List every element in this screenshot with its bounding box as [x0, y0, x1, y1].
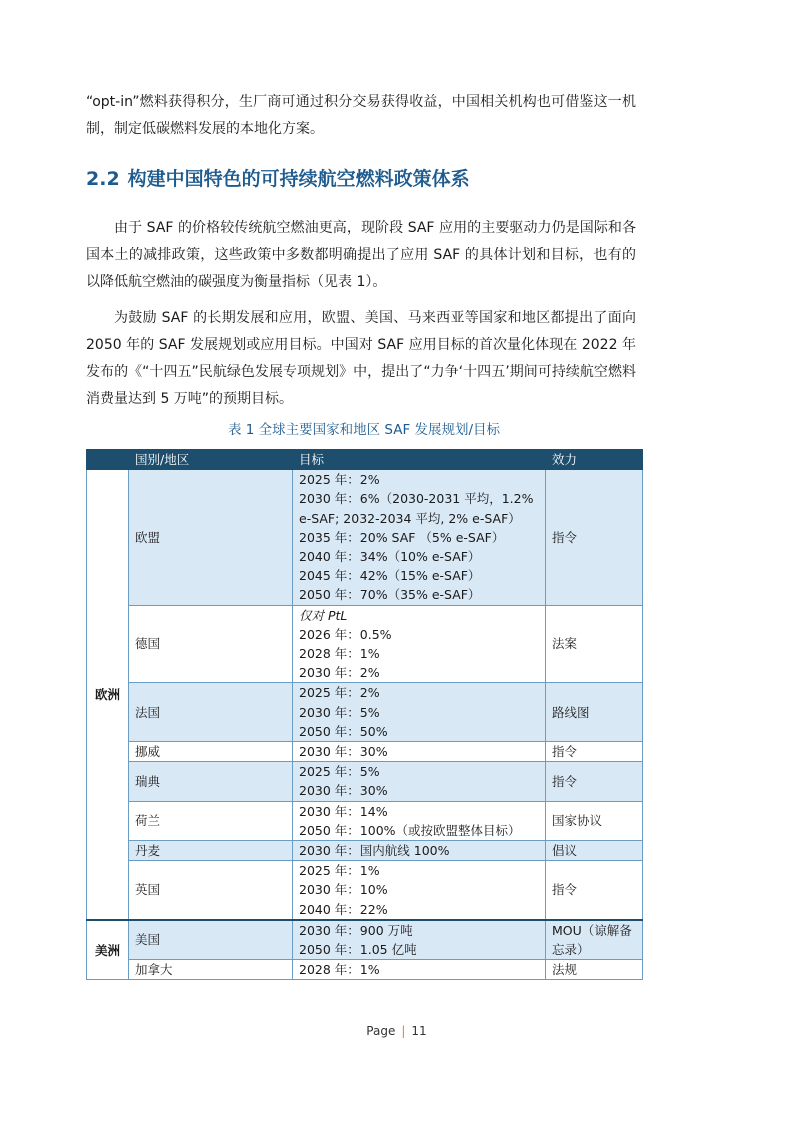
target-cell [293, 920, 546, 960]
effect-cell: 法规 [546, 960, 643, 980]
saf-targets-table [86, 449, 643, 980]
country-cell: 美国 [129, 920, 293, 960]
table-row [87, 920, 643, 960]
target-line: 2030 年：2% [299, 665, 380, 681]
header-target: 目标 [293, 450, 546, 470]
target-line: 2050 年：70%（35% e-SAF） [299, 587, 481, 603]
country-cell: 挪威 [129, 742, 293, 762]
country-cell: 荷兰 [129, 801, 293, 840]
table-row [87, 470, 643, 605]
target-line: 2050 年：50% [299, 723, 388, 739]
target-line: 2030 年：5% [299, 704, 380, 720]
target-cell [293, 742, 546, 762]
country-cell: 加拿大 [129, 960, 293, 980]
table-row [87, 742, 643, 762]
table-caption: 表 1 全球主要国家和地区 SAF 发展规划/目标 [227, 422, 501, 438]
target-line: 2030 年：900 万吨 [299, 922, 413, 938]
target-line: 2025 年：5% [299, 764, 380, 780]
table-row [87, 801, 643, 840]
target-cell [293, 841, 546, 861]
intro-paragraph: “opt-in”燃料获得积分，生厂商可通过积分交易获得收益，中国相关机构也可借鉴这一机制，制定低碳燃料发展的本地化方案。 [86, 94, 636, 137]
target-line: 2030 年：30% [299, 783, 388, 799]
page-footer [0, 1024, 793, 1038]
section-heading [86, 164, 470, 194]
effect-cell: 指令 [546, 762, 643, 801]
footer-label: Page [366, 1024, 396, 1038]
region-europe: 欧洲 [87, 470, 129, 920]
country-cell: 丹麦 [129, 841, 293, 861]
target-line: 2028 年：1% [299, 646, 380, 662]
country-cell: 瑞典 [129, 762, 293, 801]
target-line: 2026 年：0.5% [299, 626, 392, 642]
body-paragraph-2: 为鼓励 SAF 的长期发展和应用，欧盟、美国、马来西亚等国家和地区都提出了面向 2050 年的 SAF 发展规划或应用目标。中国对 SAF 应用目标的首次量化体现在 2022 年发布的《“十四五”民航绿色发展专项规划》中，提出了“力争‘十四五’期间可持续航空燃料消费量达到 5 万吨”的预期目标。 [86, 310, 636, 407]
effect-cell: 国家协议 [546, 801, 643, 840]
country-cell: 德国 [129, 605, 293, 683]
target-line: 2025 年：1% [299, 863, 380, 879]
target-cell [293, 470, 546, 605]
effect-cell: MOU（谅解备忘录） [546, 920, 643, 960]
target-line: 2030 年：6%（2030-2031 平均，1.2% e-SAF; 2032-2034 平均, 2% e-SAF） [299, 491, 534, 526]
country-cell: 法国 [129, 683, 293, 742]
target-line: 2040 年：34%（10% e-SAF） [299, 549, 481, 565]
table-row [87, 960, 643, 980]
target-cell [293, 801, 546, 840]
footer-separator: | [401, 1024, 406, 1038]
page-number: 11 [411, 1024, 427, 1038]
target-line: 2030 年：国内航线 100% [299, 843, 450, 859]
target-line: 2035 年：20% SAF （5% e-SAF） [299, 529, 505, 545]
target-cell [293, 861, 546, 920]
country-cell: 英国 [129, 861, 293, 920]
target-line: 2030 年：30% [299, 744, 388, 760]
header-effect: 效力 [546, 450, 643, 470]
table-row [87, 683, 643, 742]
effect-cell: 指令 [546, 742, 643, 762]
target-cell [293, 960, 546, 980]
header-region [87, 450, 129, 470]
table-header-row [87, 450, 643, 470]
effect-cell: 指令 [546, 470, 643, 605]
table-row [87, 861, 643, 920]
table-row [87, 841, 643, 861]
body-paragraph-1: 由于 SAF 的价格较传统航空燃油更高，现阶段 SAF 应用的主要驱动力仍是国际和各国本土的减排政策，这些政策中多数都明确提出了应用 SAF 的具体计划和目标，也有的以降低航空燃油的碳强度为衡量指标（见表 1）。 [86, 220, 636, 290]
target-line: 2040 年：22% [299, 901, 388, 917]
target-line: 2028 年：1% [299, 962, 380, 978]
table-row [87, 605, 643, 683]
target-line: 2025 年：2% [299, 472, 380, 488]
target-line: 2030 年：10% [299, 882, 388, 898]
target-line: 2030 年：14% [299, 803, 388, 819]
effect-cell: 指令 [546, 861, 643, 920]
target-line: 2050 年：100%（或按欧盟整体目标） [299, 822, 521, 838]
country-cell: 欧盟 [129, 470, 293, 605]
header-country: 国别/地区 [129, 450, 293, 470]
target-cell [293, 762, 546, 801]
table-row [87, 762, 643, 801]
target-line: 2045 年：42%（15% e-SAF） [299, 568, 481, 584]
effect-cell: 法案 [546, 605, 643, 683]
target-line: 2050 年：1.05 亿吨 [299, 942, 417, 958]
section-number: 2.2 [86, 168, 120, 190]
target-note: 仅对 PtL [299, 607, 348, 623]
target-line: 2025 年：2% [299, 685, 380, 701]
section-title: 构建中国特色的可持续航空燃料政策体系 [127, 168, 470, 190]
region-americas: 美洲 [87, 920, 129, 980]
effect-cell: 路线图 [546, 683, 643, 742]
effect-cell: 倡议 [546, 841, 643, 861]
target-cell [293, 683, 546, 742]
target-cell [293, 605, 546, 683]
